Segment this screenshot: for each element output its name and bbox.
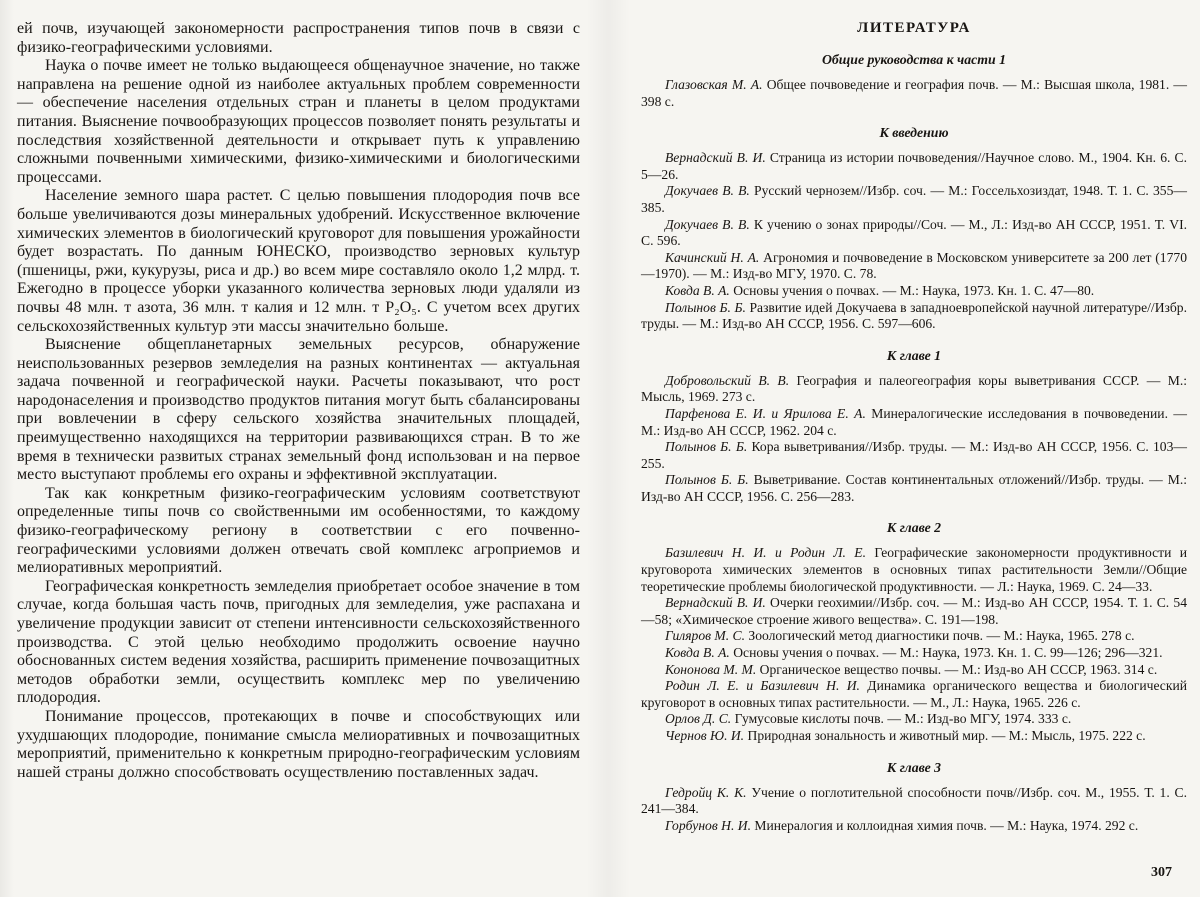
entry-author: Добровольский В. В.	[665, 372, 790, 388]
bibliography-entry	[641, 628, 1187, 645]
bibliography-entry	[641, 217, 1187, 250]
bibliography-entry	[641, 472, 1187, 505]
entry-text: Очерки геохимии//Избр. соч. — М.: Изд-во АН СССР, 1954. Т. 1. С. 54—58; «Химическое строение живого вещества». С. 191—198.	[641, 595, 1187, 627]
entry-author: Гедройц К. К.	[665, 784, 747, 800]
bibliography-entry	[641, 678, 1187, 711]
bibliography-entry	[641, 250, 1187, 283]
bibliography-entry	[641, 183, 1187, 216]
entry-text: Страница из истории почвоведения//Научное слово. М., 1904. Кн. 6. С. 5—26.	[641, 150, 1187, 182]
section-heading: К введению	[879, 125, 949, 141]
bibliography-entry	[641, 373, 1187, 406]
section-heading: К главе 1	[886, 347, 942, 363]
section-heading: К главе 2	[886, 520, 942, 536]
entry-text: Развитие идей Докучаева в западноевропейской научной литературе//Избр. труды. — М.: Изд-во АН СССР, 1956. С. 597—606.	[641, 299, 1187, 332]
bibliography-entry	[641, 283, 1187, 300]
entry-author: Качинский Н. А.	[665, 249, 760, 265]
bibliography-entry	[641, 728, 1187, 745]
entry-author: Вернадский В. И.	[665, 150, 766, 166]
bibliography-entry	[641, 711, 1187, 728]
bibliography-section	[641, 520, 1187, 744]
literature-title: ЛИТЕРАТУРА	[857, 20, 971, 36]
paragraph: Понимание процессов, протекающих в почве и способствующих или ухудшающих плодородие, понимание смысла мелиоративных и почвозащитных мероприятий, применительно к конкретным природно-географическим условиям нашей страны должно способствовать осуществлению поставленных задач.	[17, 707, 580, 781]
bibliography-entry	[641, 785, 1187, 818]
bibliography-entry	[641, 818, 1187, 835]
page-number: 307	[1151, 865, 1172, 880]
entry-text: Основы учения о почвах. — М.: Наука, 1973. Кн. 1. С. 99—126; 296—321.	[733, 645, 1163, 661]
paragraph: ей почв, изучающей закономерности распространения типов почв в связи с физико-географическими условиями.	[17, 20, 580, 56]
entry-text: Гумусовые кислоты почв. — М.: Изд-во МГУ, 1974. 333 с.	[734, 711, 1072, 727]
entry-text: Основы учения о почвах. — М.: Наука, 1973. Кн. 1. С. 47—80.	[733, 282, 1095, 298]
bibliography-section	[641, 125, 1187, 333]
left-page	[17, 20, 580, 782]
paragraph: Так как конкретным физико-географическим условиям соответствуют определенные типы почв со свойственными им особенностями, то каждому физико-географическому региону в соответствии с его почвенно-географическими условиями должен отвечать свой комплекс агроприемов и мелиоративных мероприятий.	[17, 484, 580, 577]
bibliography-entry	[641, 300, 1187, 333]
entry-text: Кора выветривания//Избр. труды. — М.: Изд-во АН СССР, 1956. С. 103—255.	[641, 439, 1187, 471]
entry-text: Природная зональность и животный мир. — М.: Мысль, 1975. 222 с.	[747, 728, 1146, 743]
entry-text: Общее почвоведение и география почв. — М.: Высшая школа, 1981. — 398 с.	[641, 77, 1187, 109]
section-heading: Общие руководства к части 1	[821, 52, 1007, 67]
bibliography-entry	[641, 77, 1187, 110]
entry-author: Глазовская М. А.	[665, 77, 763, 92]
section-heading: К главе 3	[886, 759, 942, 775]
entry-author: Докучаев В. В.	[665, 216, 750, 232]
bibliography-entry	[641, 645, 1187, 662]
bibliography-entry	[641, 662, 1187, 679]
entry-text: Минералогия и коллоидная химия почв. — М.: Наука, 1974. 292 с.	[754, 817, 1139, 833]
entry-text: География и палеогеография коры выветривания СССР. — М.: Мысль, 1969. 273 с.	[641, 372, 1187, 405]
entry-author: Кононова М. М.	[665, 661, 757, 677]
entry-author: Полынов Б. Б.	[665, 439, 748, 455]
page-edge-shadow	[0, 0, 14, 897]
entry-author: Родин Л. Е. и Базилевич Н. И.	[665, 678, 860, 694]
entry-author: Парфенова Е. И. и Ярилова Е. А.	[665, 405, 866, 421]
paragraph: Географическая конкретность земледелия приобретает особое значение в том случае, когда большая часть почв, пригодных для земледелия, уже распахана и увеличение продукции зависит от степени интенсивности сельскохозяйственного производства. С этой целью необходимо продолжить освоение научно обоснованных систем ведения хозяйства, расширить применение почвозащитных методов обработки земли, осуществить комплекс мер по увеличению плодородия.	[17, 577, 580, 707]
entry-text: Зоологический метод диагностики почв. — М.: Наука, 1965. 278 с.	[748, 628, 1135, 644]
entry-author: Вернадский В. И.	[665, 595, 766, 611]
entry-author: Ковда В. А.	[665, 645, 730, 661]
entry-author: Базилевич Н. И. и Родин Л. Е.	[665, 545, 867, 561]
entry-author: Полынов Б. Б.	[665, 472, 749, 488]
entry-text: Учение о поглотительной способности почв//Избр. соч. М., 1955. Т. 1. С. 241—384.	[641, 784, 1187, 817]
entry-text: Органическое вещество почвы. — М.: Изд-во АН СССР, 1963. 314 с.	[759, 661, 1158, 677]
entry-text: Динамика органического вещества и биологический круговорот в основных типах растительности. — М., Л.: Наука, 1965. 226 с.	[641, 678, 1187, 710]
bibliography-entry	[641, 595, 1187, 628]
entry-author: Чернов Ю. И.	[665, 728, 745, 743]
entry-author: Ковда В. А.	[665, 282, 730, 298]
entry-text: Выветривание. Состав континентальных отложений//Избр. труды. — М.: Изд-во АН СССР, 1956. С. 256—283.	[641, 472, 1187, 504]
page-gutter-shadow	[586, 0, 630, 897]
bibliography-section	[641, 760, 1187, 835]
entry-author: Орлов Д. С.	[665, 711, 732, 727]
bibliography-entry	[641, 150, 1187, 183]
entry-text: Русский чернозем//Избр. соч. — М.: Госсельхозиздат, 1948. Т. 1. С. 355—385.	[641, 183, 1187, 215]
entry-text: Минералогические исследования в почвоведении. — М.: Изд-во АН СССР, 1962. 204 с.	[641, 405, 1187, 438]
paragraph: Наука о почве имеет не только выдающееся общенаучное значение, но также направлена на решение одной из наиболее актуальных проблем современности — обеспечение населения отдельных стран и планеты в целом продуктами питания. Выяснение почвообразующих процессов позволяет понять результаты и последствия хозяйственной деятельности и открывает путь к управлению сложными почвенными химическими, физико-химическими и биологическими процессами.	[17, 57, 580, 186]
entry-author: Полынов Б. Б.	[665, 299, 746, 315]
paragraph: Выяснение общепланетарных земельных ресурсов, обнаружение неиспользованных резервов земледелия на разных континентах — актуальная задача почвенной и географической науки. Расчеты показывают, что рост народонаселения и производство продуктов питания могут быть сбалансированы при вовлечении в сферу сельского хозяйства значительных площадей, преимущественно находящихся на территории развивающихся стран. В то же время в технически развитых странах земельный фонд использован и на первое место выступают проблемы его охраны и эффективной эксплуатации.	[17, 336, 580, 484]
right-page	[641, 20, 1187, 834]
bibliography-section	[641, 52, 1187, 110]
entry-text: К учению о зонах природы//Соч. — М., Л.: Изд-во АН СССР, 1951. Т. VI. С. 596.	[641, 216, 1187, 249]
bibliography-entry	[641, 439, 1187, 472]
entry-author: Гиляров М. С.	[665, 628, 745, 644]
bibliography-entry	[641, 545, 1187, 595]
bibliography-section	[641, 348, 1187, 506]
paragraph: Население земного шара растет. С целью повышения плодородия почв все больше увеличиваются дозы минеральных удобрений. Искусственное включение химических элементов в биологический круговорот для повышения урожайности будет возрастать. По данным ЮНЕСКО, производство зерновых культур (пшеницы, ржи, кукурузы, риса и др.) во всем мире составляло около 1,2 млрд. т. Ежегодно в процессе уборки указанного количества зерновых люди удаляли из почвы 48 млн. т азота, 36 млн. т калия и 12 млн. т P₂O₅. С учетом всех других сельскохозяйственных культур эти массы значительно больше.	[17, 187, 580, 335]
entry-author: Докучаев В. В.	[665, 183, 750, 199]
entry-text: Географические закономерности продуктивности и круговорота химических элементов в основных типах растительности Земли//Общие теоретические проблемы биологической продуктивности. — Л.: Наука, 1969. С. 24—33.	[641, 545, 1188, 594]
entry-text: Агрономия и почвоведение в Московском университете за 200 лет (1770—1970). — М.: Изд-во МГУ, 1970. С. 78.	[641, 249, 1187, 282]
bibliography-entry	[641, 406, 1187, 439]
entry-author: Горбунов Н. И.	[665, 817, 751, 833]
